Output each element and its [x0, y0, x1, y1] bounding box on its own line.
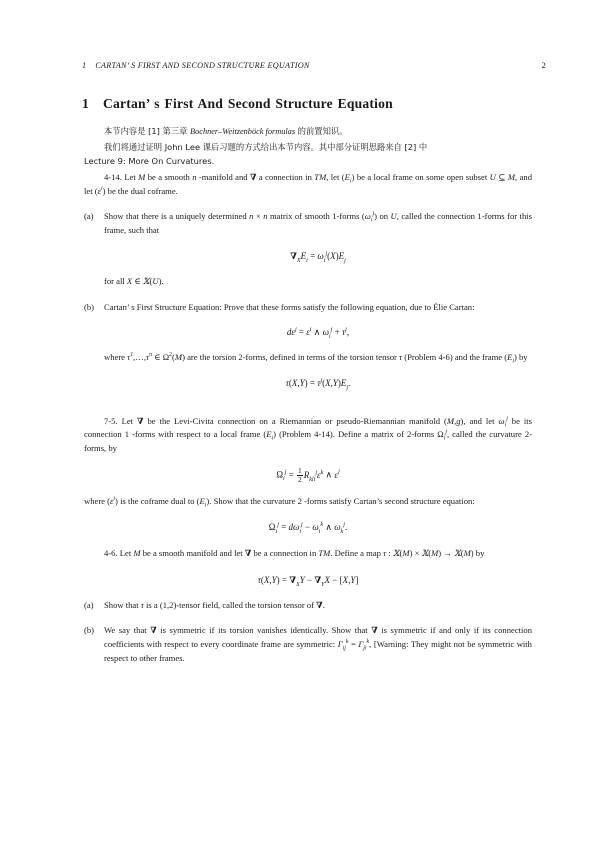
problem-7-5-label: 7-5. [104, 415, 118, 426]
problem-7-5-after: where $(\varepsilon^i)$ is the coframe dual to $(E_i)$. Show that the curvature 2 -forms satisfy Cartan’s second structure equation: [84, 495, 475, 509]
running-header-title: CARTAN’ S FIRST AND SECOND STRUCTURE EQUATION [95, 61, 310, 70]
p414-t5: , let [326, 172, 342, 183]
part-a-content: Show that there is a uniquely determined n × n matrix of smooth 1-forms $(\omega_i^j)$ on U, called the connection 1-forms for this frame, such that $\nabla_XE_i = \omega_i^j(X)E_j$ for all X ∈ 𝕏(U). [104, 210, 532, 289]
p75-t2: be the Levi-Civita connection on a Riemannian or pseudo-Riemannian manifold [143, 415, 445, 426]
section-title-text: Cartan’ s First And Second Structure Equation [103, 96, 393, 111]
intro-line-1-italic: Bochner–Weitzenböck formulas [190, 127, 296, 136]
p414-t8: be the dual coframe. [105, 186, 178, 197]
part-a-label: (a) [84, 211, 94, 222]
p75-t6: , called the curvature 2-forms, by [84, 429, 532, 454]
page-title [82, 96, 532, 112]
equation-torsion-map: $\tau(X,Y) = \nabla_XY - \nabla_YX - [X,Y]$ [257, 575, 359, 588]
intro-line-1-suffix: 的前置知识。 [295, 126, 348, 136]
intro-line-2 [84, 141, 532, 154]
equation-connection-1-forms: $\nabla_XE_i = \omega_i^j(X)E_j$ [290, 251, 346, 264]
p46a-t1: Show that [104, 599, 141, 610]
running-header-section-number: 1 [82, 61, 87, 70]
p46-part-a-content: Show that τ is a (1,2)-tensor field, called the torsion tensor of ∇. [104, 599, 325, 610]
p414b-w2: are the torsion 2-forms, defined in terms of the torsion tensor [184, 352, 400, 362]
p414-t3: -manifold and [196, 172, 250, 183]
p414a-l3: on [376, 211, 391, 222]
problem-7-5-statement: 7-5. Let ∇ be the Levi-Civita connection on a Riemannian or pseudo-Riemannian manifold (M,g), and let $\omega_i^j$ be its connection 1 -forms with respect to a local frame $(E_i)$ (Problem 4-14). Define a matrix of 2-forms $\Omega_i^j$, called the curvature 2-forms, by [84, 415, 532, 454]
p75-t5: (Problem 4-14). Define a matrix of 2-forms [276, 429, 438, 440]
p46b-t1: We say that [104, 624, 151, 635]
problem-4-6-statement: 4-6. Let M be a smooth manifold and let ∇ be a connection in TM. Define a map τ : 𝕏(M) × 𝕏(M) → 𝕏(M) by [104, 548, 485, 560]
equation-second-structure: $\Omega_i^j = d\omega_i^j - \omega_i^k$ ∧ $\omega_k^j$. [268, 521, 348, 535]
p75-a1: where [84, 495, 108, 506]
p414-t6: be a local frame on some open subset [354, 172, 490, 183]
section-number: 1 [82, 96, 89, 111]
p414b-w3: (Problem 4-6) and the frame [402, 352, 505, 362]
p414a-l1: Show that there is a uniquely determined [104, 211, 250, 222]
p414a-after-text: for all [104, 275, 127, 286]
p414a-l4: , called the connection 1-forms for this frame, such that [104, 211, 532, 236]
intro-line-3-text: Lecture 9: More On Curvatures. [84, 155, 215, 166]
p75-a3: . Show that the curvature 2 -forms satisfy Cartan’s second structure equation: [209, 495, 475, 506]
p414-t4: a connection in [256, 172, 315, 183]
p414-t7: , and let [84, 172, 532, 197]
p46a-t3: . [322, 599, 325, 610]
part-b-content [104, 301, 532, 402]
p414a-l2: matrix of smooth 1-forms [267, 211, 362, 222]
running-header-left [82, 61, 310, 70]
p75-a2: is the coframe dual to [117, 495, 197, 506]
problem-4-14-part-b [84, 301, 532, 402]
p414-t1: Let [124, 172, 139, 183]
p46-t3: be a connection in [251, 548, 319, 559]
p46b-t3: is symmetric if and only if its connection coefficients with respect to every coordinate frame are symmetric: [104, 624, 533, 649]
problem-4-14-part-a [84, 210, 532, 289]
problem-4-14-statement: 4-14. Let M be a smooth n -manifold and ∇ a connection in TM, let $(E_i)$ be a local frame on some open subset U ⊆ M, and let $(\varepsilon^i)$ be the dual coframe. [84, 172, 532, 197]
p46-t1: Let [119, 548, 134, 559]
p414b-l1: Cartan’ s First Structure Equation: Prove that these forms satisfy the following equation, due to Élie Cartan: [104, 301, 475, 312]
problem-4-6-part-b [84, 624, 532, 666]
p46b-t4: , [Warning: They might not be symmetric with respect to other frames. [104, 638, 532, 663]
p46-t2: be a smooth manifold and let [140, 548, 245, 559]
p46-t5: by [473, 548, 485, 559]
p75-t1: Let [121, 415, 138, 426]
equation-first-structure: $d\varepsilon^j = \varepsilon^i$ ∧ $\omega_i^j + \tau^j$, [286, 327, 350, 341]
p75-t4: be its connection 1 -forms with respect to a local frame [84, 415, 532, 440]
equation-curvature-2-forms: $\Omega_i^j$ = $\frac{1}{2}$ $R_{kli}^j\varepsilon^k$ ∧ $\varepsilon^l$ [276, 466, 340, 484]
p46a-t2: is a (1,2)-tensor field, called the torsion tensor of [143, 599, 317, 610]
p46-t4: . Define a map [330, 548, 384, 559]
page-number: 2 [541, 60, 546, 70]
intro-line-2-text: 我们将通过证明 John Lee 课后习题的方式给出本节内容。其中部分证明思路来自 [2] 中 [104, 142, 428, 153]
problem-4-6-label: 4-6. [104, 548, 118, 559]
p46-part-b-content: We say that ∇ is symmetric if its torsion vanishes identically. Show that ∇ is symmetric if and only if its connection coefficients with respect to every coordinate frame are symmetric: $\Gamma_{ij}^k = \Gamma_{ji}^k$, [Warning: They might not be symmetric with respect to other frames. [104, 624, 533, 663]
p414-t2: be a smooth [145, 172, 193, 183]
p46b-t2: is symmetric if its torsion vanishes identically. Show that [156, 624, 372, 635]
p414b-w4: by [516, 352, 528, 362]
p46-part-a-label: (a) [84, 599, 94, 610]
p414b-where: where $\tau^1,\dots,\tau^n$ ∈ $\Omega^2(M)$ are the torsion 2-forms, defined in terms of the torsion tensor τ (Problem 4-6) and the frame $(E_i)$ by [104, 352, 528, 365]
problem-4-14-label: 4-14. [104, 172, 122, 183]
intro-line-1-prefix: 本节内容是 [1] 第三章 [104, 126, 191, 136]
equation-torsion-2-forms: $\tau(X,Y) = \tau^j(X,Y)E_j$. [285, 377, 351, 391]
problem-4-6-part-a [84, 599, 532, 613]
p75-t3: , and let [463, 415, 499, 426]
intro-line-1 [84, 125, 532, 138]
intro-line-3 [84, 155, 532, 168]
p46-part-b-label: (b) [84, 624, 95, 635]
part-b-label: (b) [84, 301, 95, 312]
p414b-w1: where [104, 352, 128, 362]
running-header [82, 60, 546, 70]
document-body [84, 125, 532, 665]
p414a-after: for all X ∈ 𝕏(U). [104, 275, 164, 287]
